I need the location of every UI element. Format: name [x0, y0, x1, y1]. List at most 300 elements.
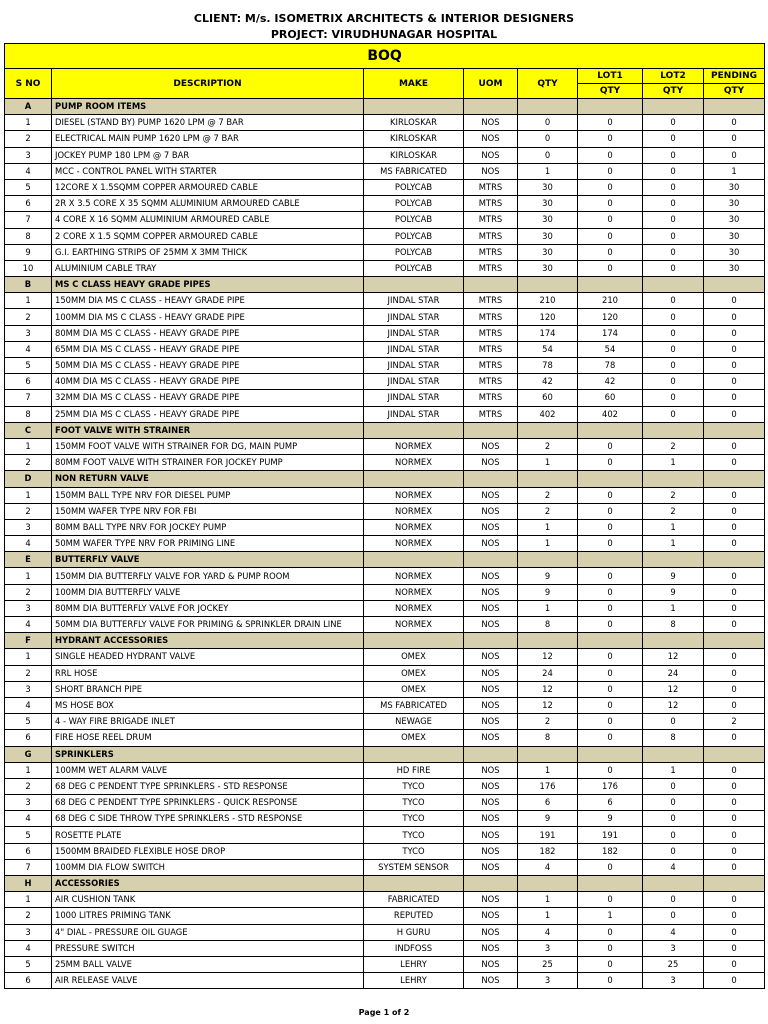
section-title: BUTTERFLY VALVE	[52, 552, 364, 568]
cell-description: 4" DIAL - PRESSURE OIL GUAGE	[52, 924, 364, 940]
cell-make: KIRLOSKAR	[364, 115, 464, 131]
table-row	[5, 714, 765, 730]
cell-make: H GURU	[364, 924, 464, 940]
table-row	[5, 519, 765, 535]
cell-sno: 1	[5, 568, 52, 584]
cell-sno: 5	[5, 714, 52, 730]
cell-description: 100MM DIA BUTTERFLY VALVE	[52, 584, 364, 600]
cell-make: MS FABRICATED	[364, 163, 464, 179]
cell-uom: NOS	[464, 892, 518, 908]
section-empty-cell	[518, 277, 578, 293]
cell-qty: 9	[518, 584, 578, 600]
cell-sno: 9	[5, 244, 52, 260]
cell-qty: 0	[518, 115, 578, 131]
cell-lot2-qty: 0	[643, 228, 704, 244]
cell-uom: NOS	[464, 568, 518, 584]
cell-make: NORMEX	[364, 455, 464, 471]
cell-make: JINDAL STAR	[364, 325, 464, 341]
cell-pending-qty: 0	[704, 115, 765, 131]
cell-lot1-qty: 0	[578, 665, 643, 681]
cell-qty: 182	[518, 843, 578, 859]
cell-sno: 4	[5, 163, 52, 179]
cell-uom: MTRS	[464, 341, 518, 357]
cell-qty: 24	[518, 665, 578, 681]
section-empty-cell	[704, 876, 765, 892]
cell-lot2-qty: 8	[643, 730, 704, 746]
cell-make: JINDAL STAR	[364, 374, 464, 390]
section-code: B	[5, 277, 52, 293]
cell-qty: 1	[518, 536, 578, 552]
section-empty-cell	[364, 746, 464, 762]
cell-lot2-qty: 0	[643, 293, 704, 309]
table-row	[5, 600, 765, 616]
cell-uom: NOS	[464, 115, 518, 131]
cell-uom: NOS	[464, 973, 518, 989]
cell-lot1-qty: 6	[578, 795, 643, 811]
cell-lot2-qty: 1	[643, 762, 704, 778]
section-row	[5, 471, 765, 487]
section-empty-cell	[704, 552, 765, 568]
cell-make: POLYCAB	[364, 179, 464, 195]
cell-uom: NOS	[464, 778, 518, 794]
cell-sno: 4	[5, 940, 52, 956]
cell-lot2-qty: 2	[643, 487, 704, 503]
cell-uom: NOS	[464, 811, 518, 827]
cell-make: LEHRY	[364, 973, 464, 989]
table-row	[5, 697, 765, 713]
cell-sno: 2	[5, 503, 52, 519]
cell-lot2-qty: 0	[643, 131, 704, 147]
cell-qty: 2	[518, 487, 578, 503]
cell-description: 150MM FOOT VALVE WITH STRAINER FOR DG, MAIN PUMP	[52, 438, 364, 454]
cell-qty: 3	[518, 940, 578, 956]
cell-lot2-qty: 9	[643, 584, 704, 600]
cell-make: JINDAL STAR	[364, 293, 464, 309]
section-empty-cell	[643, 552, 704, 568]
cell-qty: 30	[518, 179, 578, 195]
cell-uom: NOS	[464, 681, 518, 697]
cell-lot1-qty: 0	[578, 892, 643, 908]
cell-lot1-qty: 0	[578, 163, 643, 179]
cell-pending-qty: 0	[704, 536, 765, 552]
boq-title: BOQ	[5, 44, 765, 69]
cell-uom: NOS	[464, 503, 518, 519]
cell-pending-qty: 0	[704, 325, 765, 341]
header-make: MAKE	[364, 69, 464, 99]
section-code: D	[5, 471, 52, 487]
cell-make: NORMEX	[364, 503, 464, 519]
cell-lot2-qty: 2	[643, 503, 704, 519]
cell-qty: 8	[518, 730, 578, 746]
cell-make: JINDAL STAR	[364, 406, 464, 422]
cell-qty: 6	[518, 795, 578, 811]
cell-pending-qty: 30	[704, 244, 765, 260]
cell-lot2-qty: 0	[643, 358, 704, 374]
cell-qty: 60	[518, 390, 578, 406]
cell-lot1-qty: 0	[578, 924, 643, 940]
section-code: E	[5, 552, 52, 568]
section-code: H	[5, 876, 52, 892]
cell-description: ROSETTE PLATE	[52, 827, 364, 843]
cell-lot2-qty: 0	[643, 714, 704, 730]
section-code: F	[5, 633, 52, 649]
section-empty-cell	[518, 746, 578, 762]
cell-sno: 2	[5, 309, 52, 325]
cell-uom: NOS	[464, 487, 518, 503]
table-row	[5, 131, 765, 147]
cell-sno: 3	[5, 325, 52, 341]
section-empty-cell	[578, 633, 643, 649]
cell-pending-qty: 0	[704, 778, 765, 794]
table-row	[5, 455, 765, 471]
cell-uom: NOS	[464, 147, 518, 163]
cell-lot1-qty: 0	[578, 487, 643, 503]
cell-qty: 4	[518, 924, 578, 940]
cell-pending-qty: 0	[704, 390, 765, 406]
cell-make: KIRLOSKAR	[364, 147, 464, 163]
table-row	[5, 374, 765, 390]
cell-qty: 176	[518, 778, 578, 794]
section-empty-cell	[704, 471, 765, 487]
table-row	[5, 536, 765, 552]
table-row	[5, 762, 765, 778]
table-row	[5, 244, 765, 260]
section-row	[5, 99, 765, 115]
cell-uom: NOS	[464, 649, 518, 665]
cell-qty: 30	[518, 228, 578, 244]
cell-lot2-qty: 4	[643, 924, 704, 940]
cell-lot2-qty: 0	[643, 778, 704, 794]
table-row	[5, 649, 765, 665]
section-empty-cell	[578, 422, 643, 438]
cell-description: 68 DEG C PENDENT TYPE SPRINKLERS - QUICK RESPONSE	[52, 795, 364, 811]
cell-pending-qty: 0	[704, 293, 765, 309]
cell-lot1-qty: 191	[578, 827, 643, 843]
cell-qty: 1	[518, 163, 578, 179]
cell-make: NORMEX	[364, 519, 464, 535]
section-empty-cell	[364, 876, 464, 892]
cell-sno: 3	[5, 147, 52, 163]
cell-sno: 3	[5, 519, 52, 535]
cell-sno: 4	[5, 811, 52, 827]
cell-make: JINDAL STAR	[364, 390, 464, 406]
cell-qty: 0	[518, 131, 578, 147]
cell-lot1-qty: 0	[578, 617, 643, 633]
cell-lot2-qty: 0	[643, 843, 704, 859]
header-pending: PENDING	[704, 69, 765, 84]
cell-uom: MTRS	[464, 374, 518, 390]
cell-uom: MTRS	[464, 390, 518, 406]
cell-lot2-qty: 0	[643, 163, 704, 179]
cell-sno: 6	[5, 843, 52, 859]
section-code: A	[5, 99, 52, 115]
table-row	[5, 228, 765, 244]
cell-description: 50MM DIA MS C CLASS - HEAVY GRADE PIPE	[52, 358, 364, 374]
cell-sno: 3	[5, 681, 52, 697]
cell-description: ALUMINIUM CABLE TRAY	[52, 260, 364, 276]
cell-lot1-qty: 78	[578, 358, 643, 374]
cell-qty: 120	[518, 309, 578, 325]
cell-sno: 7	[5, 212, 52, 228]
cell-sno: 2	[5, 584, 52, 600]
cell-lot1-qty: 0	[578, 179, 643, 195]
cell-lot1-qty: 0	[578, 115, 643, 131]
cell-qty: 12	[518, 697, 578, 713]
cell-description: MCC - CONTROL PANEL WITH STARTER	[52, 163, 364, 179]
cell-sno: 4	[5, 341, 52, 357]
cell-lot1-qty: 0	[578, 584, 643, 600]
cell-qty: 1	[518, 908, 578, 924]
cell-pending-qty: 0	[704, 649, 765, 665]
cell-uom: NOS	[464, 536, 518, 552]
cell-pending-qty: 0	[704, 406, 765, 422]
project-title: PROJECT: VIRUDHUNAGAR HOSPITAL	[270, 28, 498, 41]
cell-pending-qty: 0	[704, 892, 765, 908]
header-qty: QTY	[518, 69, 578, 99]
cell-description: 25MM DIA MS C CLASS - HEAVY GRADE PIPE	[52, 406, 364, 422]
cell-pending-qty: 0	[704, 584, 765, 600]
cell-sno: 7	[5, 390, 52, 406]
cell-lot2-qty: 0	[643, 260, 704, 276]
cell-lot2-qty: 3	[643, 973, 704, 989]
section-empty-cell	[464, 422, 518, 438]
section-title: NON RETURN VALVE	[52, 471, 364, 487]
cell-pending-qty: 0	[704, 681, 765, 697]
cell-make: NORMEX	[364, 584, 464, 600]
section-empty-cell	[643, 471, 704, 487]
table-row	[5, 503, 765, 519]
table-row	[5, 665, 765, 681]
cell-uom: MTRS	[464, 309, 518, 325]
cell-lot1-qty: 182	[578, 843, 643, 859]
cell-pending-qty: 0	[704, 438, 765, 454]
cell-pending-qty: 0	[704, 827, 765, 843]
cell-sno: 1	[5, 762, 52, 778]
cell-description: 100MM WET ALARM VALVE	[52, 762, 364, 778]
cell-sno: 5	[5, 358, 52, 374]
cell-pending-qty: 0	[704, 843, 765, 859]
cell-lot2-qty: 0	[643, 179, 704, 195]
table-row	[5, 778, 765, 794]
cell-description: FIRE HOSE REEL DRUM	[52, 730, 364, 746]
header-description: DESCRIPTION	[52, 69, 364, 99]
table-row	[5, 681, 765, 697]
table-row	[5, 940, 765, 956]
cell-make: KIRLOSKAR	[364, 131, 464, 147]
table-row	[5, 908, 765, 924]
cell-description: RRL HOSE	[52, 665, 364, 681]
section-code: C	[5, 422, 52, 438]
cell-lot1-qty: 0	[578, 212, 643, 228]
section-empty-cell	[578, 746, 643, 762]
cell-sno: 1	[5, 115, 52, 131]
cell-lot2-qty: 0	[643, 147, 704, 163]
section-row	[5, 422, 765, 438]
cell-pending-qty: 0	[704, 730, 765, 746]
section-empty-cell	[643, 99, 704, 115]
section-empty-cell	[643, 277, 704, 293]
section-empty-cell	[364, 422, 464, 438]
section-empty-cell	[364, 552, 464, 568]
cell-make: JINDAL STAR	[364, 358, 464, 374]
cell-lot1-qty: 210	[578, 293, 643, 309]
cell-pending-qty: 0	[704, 940, 765, 956]
cell-qty: 1	[518, 762, 578, 778]
cell-lot1-qty: 176	[578, 778, 643, 794]
cell-qty: 78	[518, 358, 578, 374]
table-row	[5, 163, 765, 179]
cell-pending-qty: 30	[704, 196, 765, 212]
cell-pending-qty: 0	[704, 131, 765, 147]
cell-qty: 30	[518, 244, 578, 260]
cell-description: 40MM DIA MS C CLASS - HEAVY GRADE PIPE	[52, 374, 364, 390]
boq-table	[4, 43, 765, 989]
cell-description: 2R X 3.5 CORE X 35 SQMM ALUMINIUM ARMOURED CABLE	[52, 196, 364, 212]
cell-make: OMEX	[364, 730, 464, 746]
section-empty-cell	[643, 876, 704, 892]
cell-make: TYCO	[364, 827, 464, 843]
cell-qty: 9	[518, 811, 578, 827]
page-footer: Page 1 of 2	[358, 1008, 410, 1017]
cell-make: OMEX	[364, 681, 464, 697]
cell-uom: NOS	[464, 600, 518, 616]
section-row	[5, 633, 765, 649]
cell-lot2-qty: 2	[643, 438, 704, 454]
cell-uom: NOS	[464, 519, 518, 535]
cell-uom: NOS	[464, 714, 518, 730]
table-row	[5, 358, 765, 374]
cell-lot2-qty: 0	[643, 390, 704, 406]
cell-make: NORMEX	[364, 487, 464, 503]
cell-lot2-qty: 0	[643, 325, 704, 341]
cell-qty: 2	[518, 503, 578, 519]
cell-description: 100MM DIA MS C CLASS - HEAVY GRADE PIPE	[52, 309, 364, 325]
table-row	[5, 147, 765, 163]
cell-uom: MTRS	[464, 244, 518, 260]
cell-description: 1000 LITRES PRIMING TANK	[52, 908, 364, 924]
cell-make: JINDAL STAR	[364, 341, 464, 357]
cell-qty: 3	[518, 973, 578, 989]
cell-description: 50MM WAFER TYPE NRV FOR PRIMING LINE	[52, 536, 364, 552]
cell-pending-qty: 0	[704, 519, 765, 535]
cell-sno: 4	[5, 617, 52, 633]
table-row	[5, 212, 765, 228]
cell-uom: NOS	[464, 859, 518, 875]
cell-qty: 42	[518, 374, 578, 390]
cell-description: 150MM WAFER TYPE NRV FOR FBI	[52, 503, 364, 519]
cell-description: SINGLE HEADED HYDRANT VALVE	[52, 649, 364, 665]
table-row	[5, 892, 765, 908]
section-empty-cell	[464, 277, 518, 293]
boq-sheet	[4, 0, 764, 989]
cell-uom: NOS	[464, 827, 518, 843]
cell-lot1-qty: 0	[578, 260, 643, 276]
section-title: FOOT VALVE WITH STRAINER	[52, 422, 364, 438]
cell-description: JOCKEY PUMP 180 LPM @ 7 BAR	[52, 147, 364, 163]
cell-pending-qty: 0	[704, 973, 765, 989]
cell-qty: 210	[518, 293, 578, 309]
cell-description: 68 DEG C SIDE THROW TYPE SPRINKLERS - STD RESPONSE	[52, 811, 364, 827]
header-sno: S NO	[5, 69, 52, 99]
cell-lot1-qty: 0	[578, 147, 643, 163]
section-empty-cell	[364, 277, 464, 293]
cell-sno: 1	[5, 892, 52, 908]
table-row	[5, 341, 765, 357]
section-row	[5, 552, 765, 568]
cell-lot1-qty: 0	[578, 196, 643, 212]
table-row	[5, 196, 765, 212]
cell-uom: MTRS	[464, 179, 518, 195]
cell-sno: 1	[5, 487, 52, 503]
cell-lot2-qty: 0	[643, 212, 704, 228]
cell-lot1-qty: 54	[578, 341, 643, 357]
cell-lot1-qty: 0	[578, 859, 643, 875]
cell-uom: NOS	[464, 795, 518, 811]
cell-description: 50MM DIA BUTTERFLY VALVE FOR PRIMING & SPRINKLER DRAIN LINE	[52, 617, 364, 633]
cell-lot2-qty: 0	[643, 244, 704, 260]
cell-pending-qty: 0	[704, 568, 765, 584]
section-empty-cell	[518, 876, 578, 892]
table-row	[5, 924, 765, 940]
cell-lot2-qty: 0	[643, 892, 704, 908]
section-row	[5, 277, 765, 293]
cell-sno: 5	[5, 956, 52, 972]
cell-uom: MTRS	[464, 212, 518, 228]
table-row	[5, 730, 765, 746]
cell-pending-qty: 0	[704, 358, 765, 374]
section-empty-cell	[464, 99, 518, 115]
cell-qty: 1	[518, 455, 578, 471]
table-row	[5, 859, 765, 875]
header-lot2: LOT2	[643, 69, 704, 84]
cell-lot1-qty: 0	[578, 536, 643, 552]
cell-sno: 6	[5, 196, 52, 212]
cell-description: ELECTRICAL MAIN PUMP 1620 LPM @ 7 BAR	[52, 131, 364, 147]
cell-make: NORMEX	[364, 536, 464, 552]
table-row	[5, 115, 765, 131]
section-empty-cell	[704, 99, 765, 115]
cell-uom: MTRS	[464, 196, 518, 212]
cell-make: MS FABRICATED	[364, 697, 464, 713]
cell-uom: MTRS	[464, 406, 518, 422]
cell-sno: 6	[5, 730, 52, 746]
cell-description: AIR CUSHION TANK	[52, 892, 364, 908]
section-empty-cell	[704, 746, 765, 762]
table-row	[5, 584, 765, 600]
section-empty-cell	[578, 471, 643, 487]
cell-lot1-qty: 0	[578, 438, 643, 454]
section-empty-cell	[464, 633, 518, 649]
cell-description: DIESEL (STAND BY) PUMP 1620 LPM @ 7 BAR	[52, 115, 364, 131]
cell-lot1-qty: 0	[578, 228, 643, 244]
cell-description: 4 CORE X 16 SQMM ALUMINIUM ARMOURED CABLE	[52, 212, 364, 228]
cell-uom: NOS	[464, 924, 518, 940]
cell-lot1-qty: 0	[578, 956, 643, 972]
cell-pending-qty: 0	[704, 908, 765, 924]
cell-pending-qty: 0	[704, 600, 765, 616]
cell-description: 80MM DIA BUTTERFLY VALVE FOR JOCKEY	[52, 600, 364, 616]
cell-lot1-qty: 9	[578, 811, 643, 827]
cell-uom: NOS	[464, 438, 518, 454]
table-row	[5, 811, 765, 827]
cell-pending-qty: 0	[704, 503, 765, 519]
cell-pending-qty: 30	[704, 179, 765, 195]
cell-lot2-qty: 1	[643, 536, 704, 552]
table-row	[5, 390, 765, 406]
cell-pending-qty: 0	[704, 811, 765, 827]
cell-pending-qty: 2	[704, 714, 765, 730]
cell-sno: 8	[5, 228, 52, 244]
